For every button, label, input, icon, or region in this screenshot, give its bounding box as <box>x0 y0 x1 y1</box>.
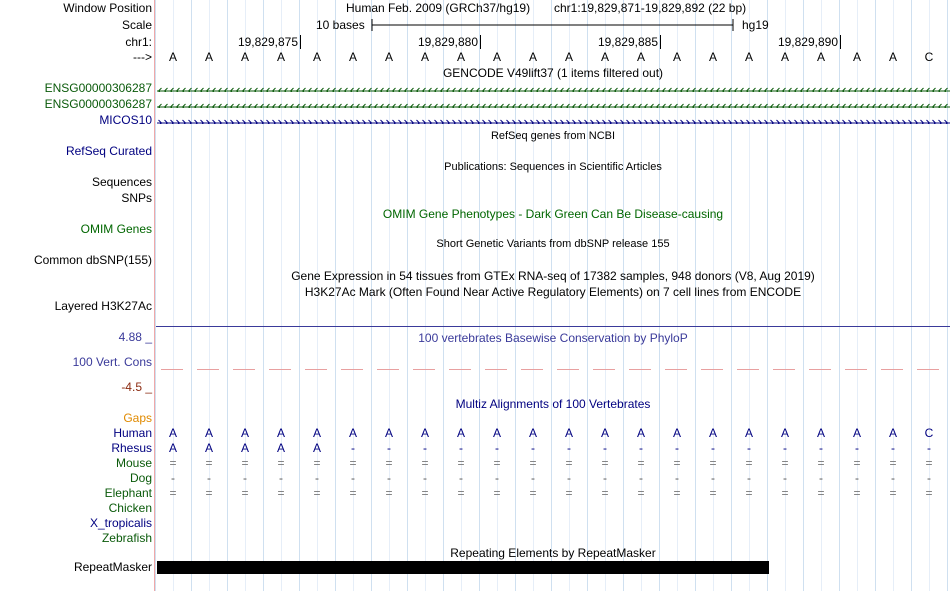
alignment-base: = <box>601 486 609 500</box>
gaps-label[interactable]: Gaps <box>123 411 152 425</box>
alignment-base: = <box>421 456 429 470</box>
alignment-base: A <box>888 426 897 440</box>
refseq-track-title: RefSeq genes from NCBI <box>490 130 616 142</box>
alignment-base: A <box>708 426 717 440</box>
alignment-base: - <box>675 441 679 455</box>
alignment-base: = <box>529 486 537 500</box>
alignment-base: - <box>855 471 859 485</box>
phylop-mark <box>701 369 723 370</box>
alignment-base: = <box>349 486 357 500</box>
repeat-element-bar[interactable] <box>157 561 769 574</box>
gencode-track-title: GENCODE V49lift37 (1 items filtered out) <box>442 66 664 80</box>
alignment-base: = <box>889 486 897 500</box>
left-arrow-strand-icon <box>157 87 950 92</box>
alignment-base: A <box>780 426 789 440</box>
alignment-base: - <box>639 471 643 485</box>
ruler-base: A <box>384 50 393 64</box>
alignment-base: - <box>531 471 535 485</box>
species-label-chicken[interactable]: Chicken <box>108 501 152 515</box>
alignment-base: - <box>315 471 319 485</box>
alignment-base: = <box>457 486 465 500</box>
phylop-mark <box>341 369 363 370</box>
alignment-base: = <box>205 456 213 470</box>
alignment-base: = <box>169 456 177 470</box>
ruler-base: A <box>312 50 321 64</box>
alignment-base: - <box>927 471 931 485</box>
alignment-base: - <box>819 471 823 485</box>
alignment-base: - <box>459 471 463 485</box>
ruler-base: A <box>204 50 213 64</box>
alignment-base: - <box>891 441 895 455</box>
cons-label[interactable]: 100 Vert. Cons <box>72 355 152 369</box>
species-label-rhesus[interactable]: Rhesus <box>111 441 152 455</box>
alignment-base: - <box>351 471 355 485</box>
alignment-base: - <box>783 441 787 455</box>
ruler-base: A <box>456 50 465 64</box>
gene-label-ensg-2[interactable]: ENSG00000306287 <box>44 97 152 111</box>
species-label-dog[interactable]: Dog <box>129 471 152 485</box>
alignment-base: - <box>423 441 427 455</box>
dbsnp-track-title: Short Genetic Variants from dbSNP release 155 <box>436 238 670 250</box>
alignment-base: = <box>817 456 825 470</box>
publications-track-title: Publications: Sequences in Scientific Articles <box>444 161 662 173</box>
alignment-base: A <box>240 441 249 455</box>
h3k27ac-baseline <box>156 326 950 327</box>
alignment-base: = <box>745 486 753 500</box>
phylop-mark <box>845 369 867 370</box>
ruler-base: A <box>780 50 789 64</box>
alignment-base: - <box>711 471 715 485</box>
ruler-base: A <box>744 50 753 64</box>
alignment-base: A <box>312 426 321 440</box>
alignment-base: = <box>385 456 393 470</box>
alignment-base: A <box>636 426 645 440</box>
gene-label-micos10[interactable]: MICOS10 <box>99 113 152 127</box>
alignment-base: = <box>457 456 465 470</box>
gene-feature-micos10[interactable] <box>157 116 950 124</box>
alignment-base: A <box>528 426 537 440</box>
gene-feature-ensg-2[interactable] <box>157 100 950 108</box>
chrom-label: chr1: <box>125 35 152 49</box>
alignment-base: = <box>637 486 645 500</box>
species-label-mouse[interactable]: Mouse <box>115 456 152 470</box>
alignment-base: = <box>925 486 933 500</box>
phylop-mark <box>593 369 615 370</box>
alignment-base: A <box>168 441 177 455</box>
ruler-base: A <box>600 50 609 64</box>
phylop-mark <box>197 369 219 370</box>
alignment-base: A <box>384 426 393 440</box>
alignment-base: A <box>420 426 429 440</box>
ruler-base: A <box>168 50 177 64</box>
alignment-base: - <box>171 471 175 485</box>
phylop-mark <box>629 369 651 370</box>
alignment-base: = <box>385 486 393 500</box>
phylop-mark <box>161 369 183 370</box>
ruler-tick-label: 19,829,890 <box>777 35 838 49</box>
alignment-base: - <box>603 441 607 455</box>
alignment-base: = <box>709 486 717 500</box>
alignment-base: = <box>853 486 861 500</box>
phylop-mark <box>917 369 939 370</box>
phylop-mark <box>809 369 831 370</box>
alignment-base: A <box>600 426 609 440</box>
alignment-base: A <box>852 426 861 440</box>
omim-genes-label[interactable]: OMIM Genes <box>80 222 152 236</box>
alignment-base: = <box>853 456 861 470</box>
alignment-base: - <box>711 441 715 455</box>
alignment-base: - <box>279 471 283 485</box>
alignment-base: - <box>639 441 643 455</box>
alignment-base: A <box>276 441 285 455</box>
scale-label: Scale <box>121 18 152 32</box>
alignment-base: - <box>207 471 211 485</box>
phylop-mark <box>521 369 543 370</box>
alignment-base: = <box>781 456 789 470</box>
alignment-base: - <box>747 471 751 485</box>
cons-min-label: -4.5 _ <box>121 380 152 394</box>
phylop-mark <box>737 369 759 370</box>
common-dbsnp-label[interactable]: Common dbSNP(155) <box>33 253 152 267</box>
snps-label[interactable]: SNPs <box>121 191 152 205</box>
layered-h3k27ac-label[interactable]: Layered H3K27Ac <box>54 299 152 313</box>
alignment-base: = <box>421 486 429 500</box>
alignment-base: = <box>709 456 717 470</box>
ruler-tick-label: 19,829,880 <box>417 35 478 49</box>
omim-track-title: OMIM Gene Phenotypes - Dark Green Can Be Disease-causing <box>382 207 724 221</box>
scale-bases-text: 10 bases <box>316 18 365 32</box>
alignment-base: - <box>855 441 859 455</box>
alignment-base: = <box>529 456 537 470</box>
alignment-base: - <box>495 471 499 485</box>
alignment-base: - <box>891 471 895 485</box>
cons-max-label: 4.88 _ <box>118 330 152 344</box>
ruler-base: A <box>276 50 285 64</box>
species-label-human[interactable]: Human <box>113 426 152 440</box>
alignment-base: - <box>567 441 571 455</box>
alignment-base: = <box>349 456 357 470</box>
phylop-mark <box>377 369 399 370</box>
alignment-base: C <box>924 426 934 440</box>
phylop-mark <box>485 369 507 370</box>
gtex-track-title: Gene Expression in 54 tissues from GTEx RNA-seq of 17382 samples, 948 donors (V8, Aug 2019) <box>291 269 815 283</box>
ruler-base: A <box>564 50 573 64</box>
gene-label-ensg-1[interactable]: ENSG00000306287 <box>44 81 152 95</box>
alignment-base: = <box>205 486 213 500</box>
alignment-base: = <box>781 486 789 500</box>
ruler-base: A <box>492 50 501 64</box>
ruler-tick-mark <box>300 35 301 49</box>
alignment-base: - <box>927 441 931 455</box>
h3k27ac-track-title: H3K27Ac Mark (Often Found Near Active Regulatory Elements) on 7 cell lines from ENCODE <box>304 285 802 299</box>
alignment-base: A <box>744 426 753 440</box>
ruler-tick-label: 19,829,885 <box>597 35 658 49</box>
multiz-track-title: Multiz Alignments of 100 Vertebrates <box>455 397 651 411</box>
alignment-base: - <box>387 471 391 485</box>
alignment-base: - <box>243 471 247 485</box>
alignment-base: = <box>169 486 177 500</box>
alignment-base: = <box>817 486 825 500</box>
phylop-mark <box>413 369 435 370</box>
alignment-base: = <box>745 456 753 470</box>
alignment-base: = <box>565 456 573 470</box>
ruler-base: C <box>924 50 934 64</box>
ruler-base: A <box>672 50 681 64</box>
alignment-base: A <box>312 441 321 455</box>
phylop-mark <box>665 369 687 370</box>
repeatmasker-label[interactable]: RepeatMasker <box>73 560 152 574</box>
alignment-base: - <box>423 471 427 485</box>
alignment-base: = <box>241 486 249 500</box>
ruler-base: A <box>708 50 717 64</box>
strand-arrow-label: ---> <box>133 50 152 64</box>
alignment-base: = <box>313 456 321 470</box>
alignment-base: = <box>925 456 933 470</box>
alignment-base: A <box>456 426 465 440</box>
alignment-base: = <box>637 456 645 470</box>
alignment-base: A <box>276 426 285 440</box>
phylop-mark <box>449 369 471 370</box>
window-position-label: Window Position <box>63 1 152 15</box>
assembly-text: Human Feb. 2009 (GRCh37/hg19) <box>346 1 531 15</box>
phylop-mark <box>269 369 291 370</box>
refseq-curated-label[interactable]: RefSeq Curated <box>65 144 152 158</box>
species-label-x_tropicalis[interactable]: X_tropicalis <box>89 516 152 530</box>
right-arrow-strand-icon <box>157 119 950 124</box>
phylop-mark <box>881 369 903 370</box>
alignment-base: A <box>492 426 501 440</box>
ruler-base: A <box>888 50 897 64</box>
phylop-mark <box>305 369 327 370</box>
alignment-base: A <box>168 426 177 440</box>
alignment-base: = <box>313 486 321 500</box>
alignment-base: - <box>459 441 463 455</box>
alignment-base: A <box>348 426 357 440</box>
ruler-base: A <box>528 50 537 64</box>
left-arrow-strand-icon <box>157 103 950 108</box>
sequences-label[interactable]: Sequences <box>91 175 152 189</box>
alignment-base: - <box>819 441 823 455</box>
alignment-base: A <box>204 441 213 455</box>
alignment-base: A <box>816 426 825 440</box>
phylop-track-title: 100 vertebrates Basewise Conservation by PhyloP <box>418 331 688 345</box>
ruler-tick-mark <box>840 35 841 49</box>
ruler-base: A <box>816 50 825 64</box>
position-text: chr1:19,829,871-19,829,892 (22 bp) <box>554 1 747 15</box>
ruler-base: A <box>636 50 645 64</box>
alignment-base: = <box>565 486 573 500</box>
label-divider <box>154 0 155 591</box>
ruler-base: A <box>348 50 357 64</box>
alignment-base: = <box>493 456 501 470</box>
gene-feature-ensg-1[interactable] <box>157 84 950 92</box>
ruler-tick-label: 19,829,875 <box>237 35 298 49</box>
alignment-base: = <box>889 456 897 470</box>
species-label-elephant[interactable]: Elephant <box>104 486 152 500</box>
alignment-base: - <box>783 471 787 485</box>
alignment-base: - <box>675 471 679 485</box>
alignment-base: A <box>672 426 681 440</box>
alignment-base: = <box>673 456 681 470</box>
alignment-base: - <box>531 441 535 455</box>
species-label-zebrafish[interactable]: Zebrafish <box>101 531 152 545</box>
alignment-base: - <box>495 441 499 455</box>
repeatmasker-track-title: Repeating Elements by RepeatMasker <box>450 546 656 560</box>
scale-db-text: hg19 <box>742 18 769 32</box>
alignment-base: = <box>277 456 285 470</box>
alignment-base: - <box>351 441 355 455</box>
scale-bar <box>370 17 736 33</box>
phylop-mark <box>773 369 795 370</box>
alignment-base: - <box>567 471 571 485</box>
alignment-base: A <box>204 426 213 440</box>
ruler-base: A <box>852 50 861 64</box>
alignment-base: - <box>747 441 751 455</box>
alignment-base: A <box>564 426 573 440</box>
phylop-mark <box>557 369 579 370</box>
phylop-mark <box>233 369 255 370</box>
alignment-base: - <box>387 441 391 455</box>
alignment-base: = <box>493 486 501 500</box>
ruler-base: A <box>240 50 249 64</box>
alignment-base: = <box>241 456 249 470</box>
ruler-tick-mark <box>660 35 661 49</box>
alignment-base: = <box>277 486 285 500</box>
alignment-base: = <box>673 486 681 500</box>
alignment-base: - <box>603 471 607 485</box>
alignment-base: A <box>240 426 249 440</box>
ruler-base: A <box>420 50 429 64</box>
alignment-base: = <box>601 456 609 470</box>
ruler-tick-mark <box>480 35 481 49</box>
